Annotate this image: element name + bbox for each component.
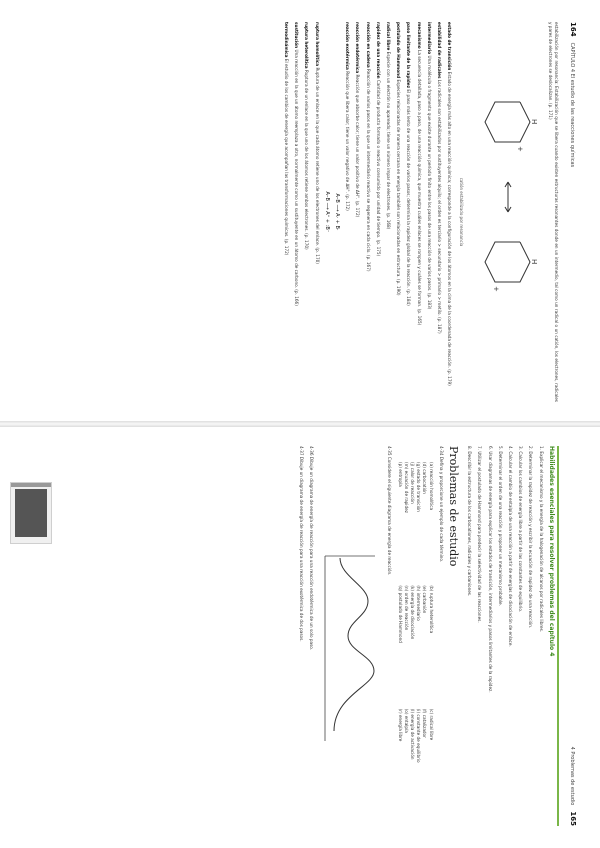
heterolytic-equation: A–B ⟶ A⁺ + :B⁻	[323, 191, 330, 233]
problem-434: 4-34 Defina y proporcione un ejemplo de cada término.	[438, 446, 444, 563]
glossary-entry: paso limitante de la rapidez El paso más lento de una reacción de varios pasos; determina la rapidez global de la reacción. (p. 184)	[406, 22, 412, 306]
skills-box	[466, 446, 559, 826]
glossary-entry: radical libre Especie con un electrón no apareado; tiene un número impar de electrones. (p. 168)	[385, 22, 391, 230]
glossary-entry: reacción en cadena Reacción de varios pasos en la que un intermediario reactivo se regenera en cada ciclo. (p. 167)	[365, 22, 371, 272]
figure-caption: catión estabilizado por resonancia	[459, 177, 465, 247]
problem-item: (h) intermediario	[416, 585, 422, 621]
skill-item: 7. Utilizar el postulado de Hammond para predecir la selectividad de las reacciones.	[477, 446, 483, 623]
problem-item: (q) postulado de Hammond	[397, 585, 403, 643]
skills-list	[466, 446, 544, 826]
skill-item: 5. Determinar el orden de una reacción y proponer un mecanismo probable.	[497, 446, 503, 606]
problem-item: (i) constante de equilibrio	[416, 708, 422, 763]
glossary-entry: intermediario Una molécula o fragmento que existe durante un período finito entre los pasos de una reacción de varios pasos. (p. 183)	[426, 22, 432, 310]
glossary-entry: mecanismo La secuencia detallada, paso a paso, de una reacción química, que muestra cuáles enlaces se rompen y cuáles se forman. (p. 165)	[416, 22, 422, 326]
right-page	[0, 424, 600, 848]
glossary-entry: estado de transición Estado de energía más alto en una reacción química; corresponde a la configuración de los átomos en la cima de la coordenada de reacción. (p. 179)	[447, 22, 453, 386]
glossary-entry: ruptura homolítica Ruptura de un enlace en la que cada átomo retiene uno de los electrones del enlace. (p. 170)	[314, 22, 320, 264]
skill-item: 3. Calcular los cambios de energía libre a partir de las constantes de equilibrio.	[518, 446, 524, 613]
problem-item: (d) carbocatión	[422, 462, 428, 494]
glossary-entry: reacción exotérmica Reacción que libera calor; tiene un valor negativo de ΔH°. (p. 172)	[345, 22, 351, 211]
problem-item: (m) ecuación de rapidez	[403, 462, 409, 513]
thumbnail-preview	[15, 489, 47, 537]
glossary-entry: rapidez de una reacción Cantidad de producto formado o reactivo consumido por unidad de tiempo. (p. 175)	[375, 22, 381, 257]
problem-item: (g) estado de transición	[416, 462, 422, 512]
homolytic-equation: A–B ⟶ A· + B·	[333, 193, 340, 231]
problem-item: (a) reacción homolítica	[428, 462, 434, 511]
svg-text:H: H	[530, 259, 539, 265]
problem-436: 4-36 Dibuje un diagrama de energía de reacción para una reacción endotérmica de un solo paso.	[309, 446, 315, 651]
glossary-list-bottom	[283, 22, 320, 402]
skills-title: Habilidades esenciales para resolver problemas del capítulo 4	[547, 446, 555, 657]
problem-item: (e) carbanión	[422, 585, 428, 614]
glossary-entry: postulado de Hammond Especies relacionadas de manera cercana en energía también son relacionadas en estructura. (p. 190)	[396, 22, 402, 296]
skill-item: 4. Calcular el cambio de entalpía de una reacción a partir de energías de disociación de enlace.	[507, 446, 513, 647]
glossary-entry: termodinámica El estudio de los cambios de energía que acompañan las transformaciones químicas. (p. 172)	[283, 22, 289, 256]
svg-text:H: H	[530, 119, 539, 125]
svg-text:+: +	[516, 146, 525, 152]
skill-item: 2. Determinar la rapidez de reacción y escribir la ecuación de rapidez de una reacción.	[528, 446, 534, 629]
thumbnail-header	[11, 483, 51, 487]
problem-437: 4-37 Dibuje un diagrama de energía de reacción para una reacción exotérmica de dos pasos.	[298, 446, 304, 642]
page-thumbnail[interactable]	[10, 482, 52, 544]
resonance-figure	[470, 52, 540, 372]
running-head-left	[569, 22, 576, 402]
skill-item: 6. Usar diagramas de energía para explicar los estados de transición, intermediarios y pasos limitantes de la rapidez.	[487, 446, 493, 693]
problem-435: 4-35 Considere el siguiente diagrama de energía de reacción.	[387, 446, 393, 576]
problem-item: (k) energía de disociación	[409, 585, 415, 640]
reaction-energy-curve	[320, 486, 380, 806]
problem-item: (c) radical libre	[428, 708, 434, 741]
problem-item: (l) energía de activación	[409, 708, 415, 760]
energy-diagram	[320, 486, 380, 806]
glossary-entry: sustitución Una reacción en la que un átomo reemplaza a otro, normalmente como un sustituyente en un átomo de carbono. (p. 166)	[294, 22, 300, 306]
problem-item: (j) calor de reacción	[409, 462, 415, 504]
glossary-entry: estabilidad de radicales Los radicales son estabilizados por sustituyentes alquilo; el orden es terciario > secundario > primario > metilo. (p. 187)	[436, 22, 442, 334]
section-title: 4 Problemas de estudio	[569, 746, 575, 806]
chapter-title: CAPÍTULO 4 El estudio de las reacciones químicas	[569, 42, 575, 168]
svg-text:+: +	[492, 286, 501, 292]
glossary-entry: ruptura heterolítica Ruptura de un enlace en la que uno de los átomos retiene ambos electrones. (p. 170)	[304, 22, 310, 250]
intro-paragraph: estabilización por resonancia: Estabilización que se libera cuando existen estructuras resonantes donde en un intermedio, tal como un radical o un catión, los electrones, radicales y pares de electrones se deslocalizan. (p. 171)	[547, 22, 559, 402]
running-head-right	[569, 446, 576, 826]
skill-item: 8. Describir la estructura de los carbocationes, radicales y carbaniones.	[467, 446, 473, 597]
glossary-entry: reacción endotérmica Reacción que absorbe calor; tiene un valor positivo de ΔH°. (p. 172)	[355, 22, 361, 218]
problem-item: (f) catalizador	[422, 708, 428, 738]
page-number-right: 165	[569, 811, 577, 826]
glossary-list	[344, 22, 452, 402]
problems-title: Problemas de estudio	[446, 446, 460, 567]
problem-item: (o) entalpía	[403, 708, 409, 733]
resonance-structure-diagram	[470, 52, 540, 372]
problem-item: (r) energía libre	[397, 708, 403, 742]
problem-item: (p) entropía	[397, 462, 403, 487]
problem-434-items	[396, 446, 433, 826]
page-number-left: 164	[569, 22, 577, 37]
problem-item: (b) ruptura heterolítica	[428, 585, 434, 634]
skill-item: 1. Explicar el mecanismo y la energía de la halogenación de alcanos por radicales libres.	[538, 446, 544, 633]
problem-item: (n) orden de reacción	[403, 585, 409, 631]
